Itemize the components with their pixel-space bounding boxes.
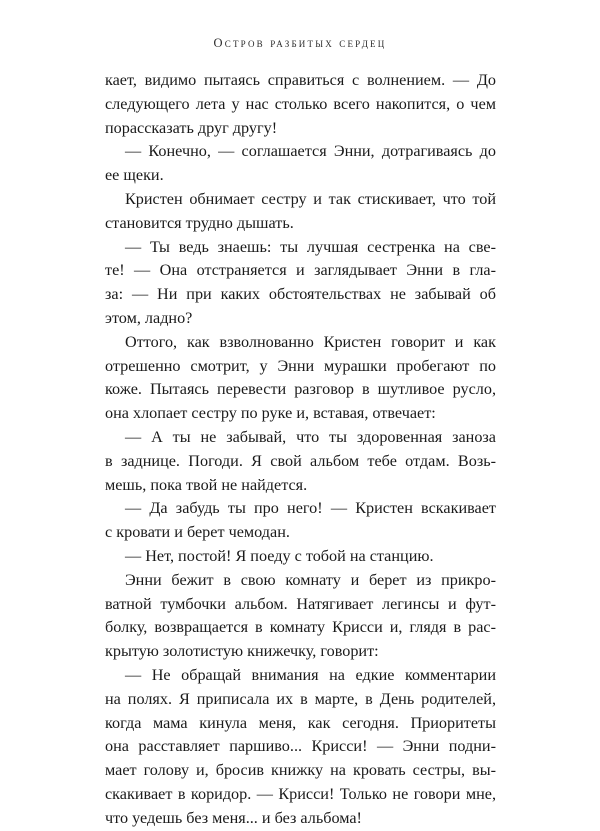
text-line: ватной тумбочки альбом. Натягивает легинсы и фут- (105, 594, 496, 613)
text-line: крытую золотистую книжечку, говорит: (105, 642, 379, 661)
text-line: следующего лета у нас столько всего накопится, о чем (105, 94, 496, 113)
text-line: отрешенно смотрит, у Энни мурашки пробегают по (105, 356, 496, 375)
text-line: с кровати и берет чемодан. (105, 523, 290, 542)
text-line: болку, возвращается в комнату Крисси и, глядя в рас- (105, 618, 496, 637)
text-line: — Ты ведь знаешь: ты лучшая сестренка на све- (125, 237, 496, 256)
running-head: Остров разбитых сердец (213, 36, 387, 50)
text-line: ее щеки. (105, 166, 164, 185)
text-line: — Да забудь ты про него! — Кристен вскакивает (125, 499, 496, 518)
text-line: она хлопает сестру по руке и, вставая, отвечает: (105, 404, 436, 423)
text-line: — Нет, постой! Я поеду с тобой на станцию. (125, 546, 434, 565)
text-line: мешь, пока твой не найдется. (105, 475, 308, 494)
text-line: скакивает в коридор. — Крисси! Только не говори мне, (105, 784, 496, 803)
text-line: порассказать друг другу! (105, 118, 278, 137)
text-line: что уедешь без меня... и без альбома! (105, 808, 362, 827)
text-line: когда мама кинула меня, как сегодня. Приоритеты (105, 713, 496, 732)
text-line: кает, видимо пытаясь справиться с волнением. — До (105, 71, 496, 89)
text-line: становится трудно дышать. (105, 213, 294, 232)
text-line: те! — Она отстраняется и заглядывает Энни в гла- (105, 261, 496, 280)
text-line: за: — Ни при каких обстоятельствах не забывай об (105, 285, 496, 304)
text-line: она расставляет паршиво... Крисси! — Энни подни- (105, 737, 496, 756)
text-line: — А ты не забывай, что ты здоровенная заноза (125, 427, 496, 446)
body-text (105, 69, 496, 831)
text-line: этом, ладно? (105, 308, 193, 327)
text-line: Оттого, как взволнованно Кристен говорит и как (125, 332, 496, 351)
text-line: на полях. Я приписала их в марте, в День родителей, (105, 689, 496, 708)
text-line: мает голову и, бросив книжку на кровать сестры, вы- (105, 761, 496, 780)
text-line: — Не обращай внимания на едкие комментарии (125, 665, 496, 684)
text-line: в заднице. Погоди. Я свой альбом тебе отдам. Возь- (105, 451, 496, 470)
text-line: Энни бежит в свою комнату и берет из прикро- (125, 570, 496, 589)
text-line: — Конечно, — соглашается Энни, дотрагиваясь до (125, 142, 496, 161)
text-line: коже. Пытаясь перевести разговор в шутливое русло, (105, 380, 496, 399)
text-line: Кристен обнимает сестру и так стискивает, что той (125, 189, 496, 208)
